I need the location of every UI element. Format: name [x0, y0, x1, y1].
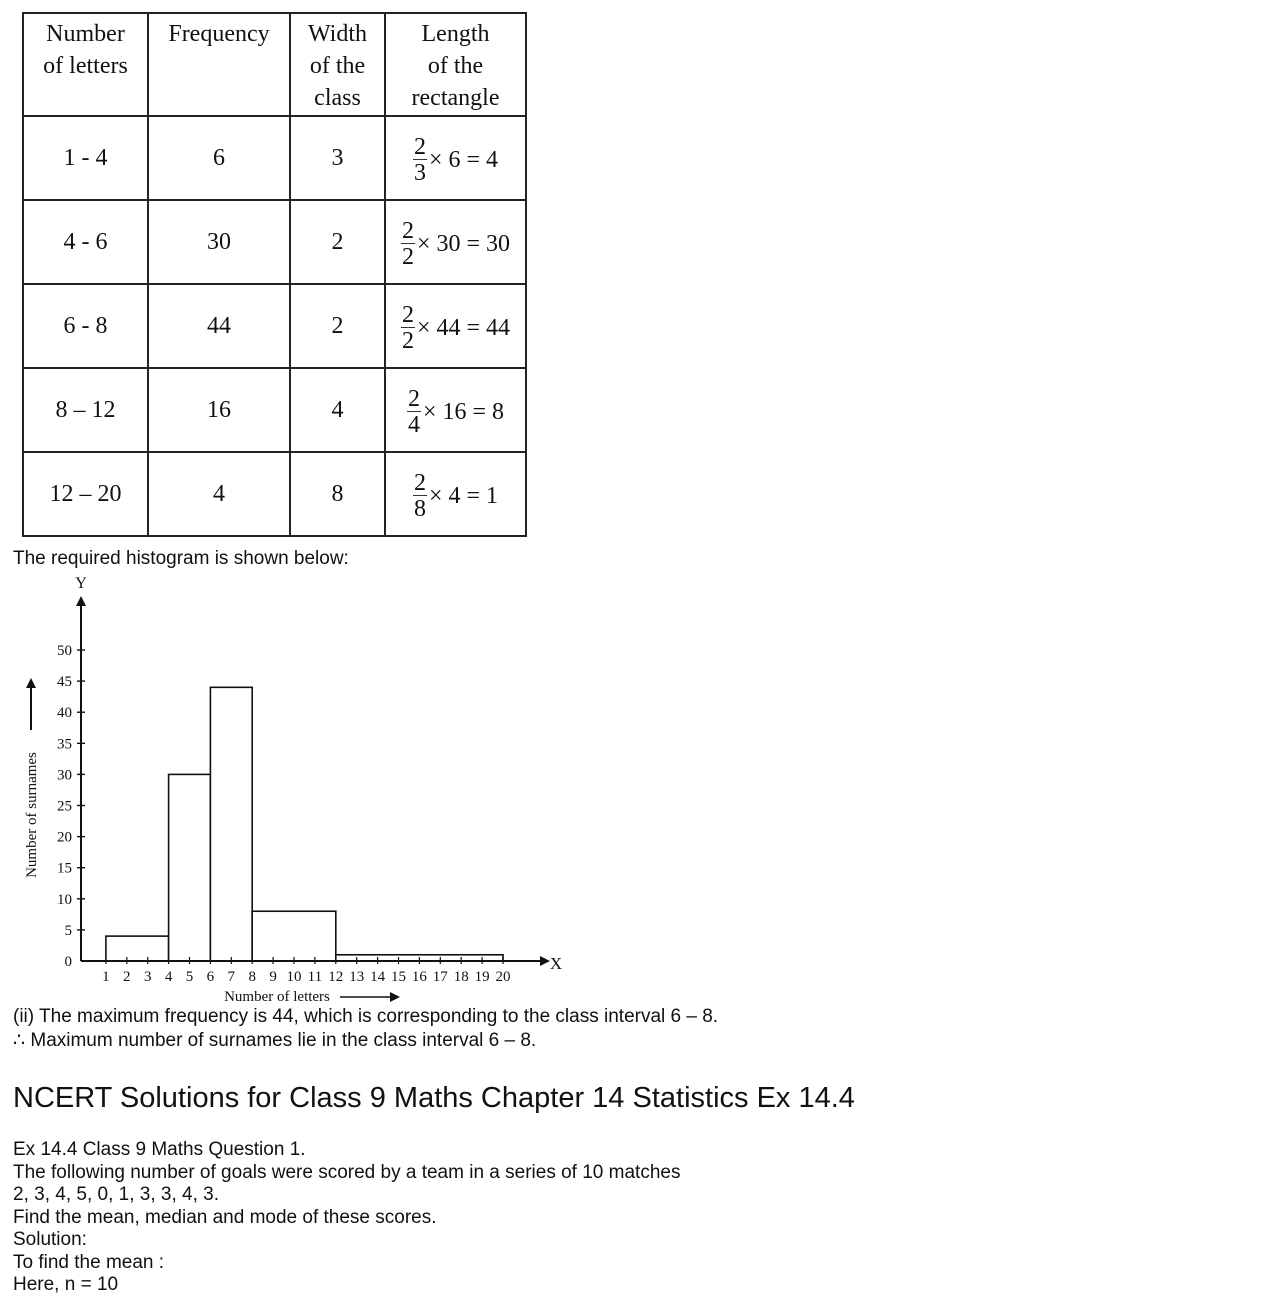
- y-tick-label: 5: [64, 922, 72, 939]
- x-tick-label: 19: [474, 969, 490, 985]
- table-row: [23, 368, 526, 452]
- cell-length: [385, 284, 526, 368]
- x-axis-label: Number of letters: [224, 989, 330, 1005]
- cell-width: 2: [290, 284, 385, 368]
- x-tick-label: 13: [349, 969, 365, 985]
- y-axis-letter: Y: [75, 575, 87, 592]
- x-tick-label: 9: [269, 969, 277, 985]
- header-line: of the: [309, 53, 366, 79]
- x-tick-label: 16: [411, 969, 427, 985]
- x-tick-label: 8: [248, 969, 256, 985]
- cell-width: 4: [290, 368, 385, 452]
- fraction-denominator: 2: [401, 243, 414, 270]
- cell-length: [385, 200, 526, 284]
- conclusion: ∴ Maximum number of surnames lie in the class interval 6 – 8.: [13, 1030, 537, 1051]
- cell-interval: 4 - 6: [23, 200, 148, 284]
- table-row: [23, 452, 526, 536]
- cell-length: [385, 116, 526, 200]
- fraction: [407, 387, 421, 438]
- header-line: rectangle: [411, 85, 500, 111]
- cell-interval: 1 - 4: [23, 116, 148, 200]
- header-width-of-class: [290, 13, 385, 116]
- header-line: class: [314, 85, 361, 111]
- cell-frequency: 6: [148, 116, 290, 200]
- table-header-row: [23, 13, 526, 116]
- y-tick-label: 30: [57, 767, 72, 784]
- fraction-denominator: 3: [413, 159, 426, 186]
- fraction-numerator: 2: [413, 133, 426, 160]
- mean-label: To find the mean :: [13, 1252, 165, 1273]
- fraction-numerator: 2: [413, 469, 426, 496]
- fraction-denominator: 8: [413, 495, 426, 522]
- header-line: Length: [421, 21, 490, 47]
- calc-result: × 4 = 1: [428, 483, 499, 509]
- x-tick-label: 7: [227, 969, 236, 985]
- x-tick-label: 14: [370, 969, 386, 985]
- cell-length: [385, 452, 526, 536]
- fraction-numerator: 2: [407, 385, 420, 412]
- cell-frequency: 30: [148, 200, 290, 284]
- question-ask: Find the mean, median and mode of these scores.: [13, 1207, 437, 1228]
- histogram-bar: [169, 774, 211, 961]
- header-number-of-letters: [23, 13, 148, 116]
- y-tick-label: 25: [57, 798, 72, 815]
- fraction-numerator: 2: [401, 301, 414, 328]
- histogram-bar: [252, 911, 336, 961]
- solution-label: Solution:: [13, 1229, 87, 1250]
- header-frequency: [148, 13, 290, 116]
- histogram-bar: [210, 687, 252, 961]
- header-line: Number: [46, 21, 125, 47]
- y-tick-label: 20: [57, 829, 72, 846]
- y-tick-label: 50: [57, 643, 72, 659]
- calc-result: × 6 = 4: [428, 147, 499, 173]
- fraction: [413, 135, 427, 186]
- fraction: [401, 303, 415, 354]
- header-line: Width: [307, 21, 368, 47]
- cell-interval: 12 – 20: [23, 452, 148, 536]
- fraction-denominator: 2: [401, 327, 414, 354]
- x-tick-label: 17: [432, 969, 448, 985]
- y-tick-label: 35: [57, 736, 72, 753]
- table-row: [23, 284, 526, 368]
- x-tick-label: 4: [164, 969, 173, 985]
- calc-result: × 44 = 44: [416, 315, 511, 341]
- question-data: 2, 3, 4, 5, 0, 1, 3, 3, 4, 3.: [13, 1184, 219, 1205]
- x-tick-label: 15: [391, 969, 406, 985]
- cell-width: 8: [290, 452, 385, 536]
- header-line: Frequency: [168, 21, 270, 47]
- fraction: [401, 219, 415, 270]
- x-tick-label: 20: [495, 969, 511, 985]
- calc-result: × 16 = 8: [422, 399, 505, 425]
- header-length-of-rectangle: [385, 13, 526, 116]
- table-row: [23, 200, 526, 284]
- cell-length: [385, 368, 526, 452]
- section-heading: NCERT Solutions for Class 9 Maths Chapter 14 Statistics Ex 14.4: [13, 1082, 855, 1114]
- question-title: Ex 14.4 Class 9 Maths Question 1.: [13, 1139, 306, 1160]
- fraction-numerator: 2: [401, 217, 414, 244]
- x-tick-label: 11: [307, 969, 323, 985]
- x-tick-label: 10: [286, 969, 302, 985]
- x-tick-label: 3: [143, 969, 152, 985]
- cell-frequency: 44: [148, 284, 290, 368]
- y-axis-label: Number of surnames: [24, 752, 40, 878]
- answer-ii: (ii) The maximum frequency is 44, which is corresponding to the class interval 6 – 8.: [13, 1006, 719, 1027]
- x-tick-label: 5: [185, 969, 194, 985]
- histogram-chart: [0, 570, 600, 1010]
- x-tick-label: 6: [206, 969, 215, 985]
- y-tick-label: 15: [57, 860, 72, 877]
- y-tick-label: 10: [57, 891, 72, 908]
- header-line: of the: [427, 53, 484, 79]
- x-tick-label: 18: [453, 969, 469, 985]
- x-tick-label: 12: [328, 969, 344, 985]
- cell-frequency: 4: [148, 452, 290, 536]
- x-tick-label: 1: [102, 969, 110, 985]
- cell-interval: 6 - 8: [23, 284, 148, 368]
- table-row: [23, 116, 526, 200]
- x-axis-letter: X: [549, 954, 563, 973]
- cell-width: 3: [290, 116, 385, 200]
- x-tick-label: 2: [123, 969, 131, 985]
- histogram-bar: [106, 936, 169, 961]
- frequency-table: [22, 12, 527, 537]
- calc-result: × 30 = 30: [416, 231, 511, 257]
- y-tick-label: 45: [57, 674, 72, 691]
- header-line: of letters: [43, 53, 128, 79]
- cell-interval: 8 – 12: [23, 368, 148, 452]
- fraction-denominator: 4: [407, 411, 420, 438]
- n-line: Here, n = 10: [13, 1274, 119, 1295]
- fraction: [413, 471, 427, 522]
- cell-width: 2: [290, 200, 385, 284]
- y-tick-label: 40: [57, 705, 72, 722]
- cell-frequency: 16: [148, 368, 290, 452]
- histogram-intro: The required histogram is shown below:: [13, 548, 349, 569]
- question-body: The following number of goals were scored by a team in a series of 10 matches: [13, 1162, 681, 1183]
- y-tick-label: 0: [64, 954, 72, 970]
